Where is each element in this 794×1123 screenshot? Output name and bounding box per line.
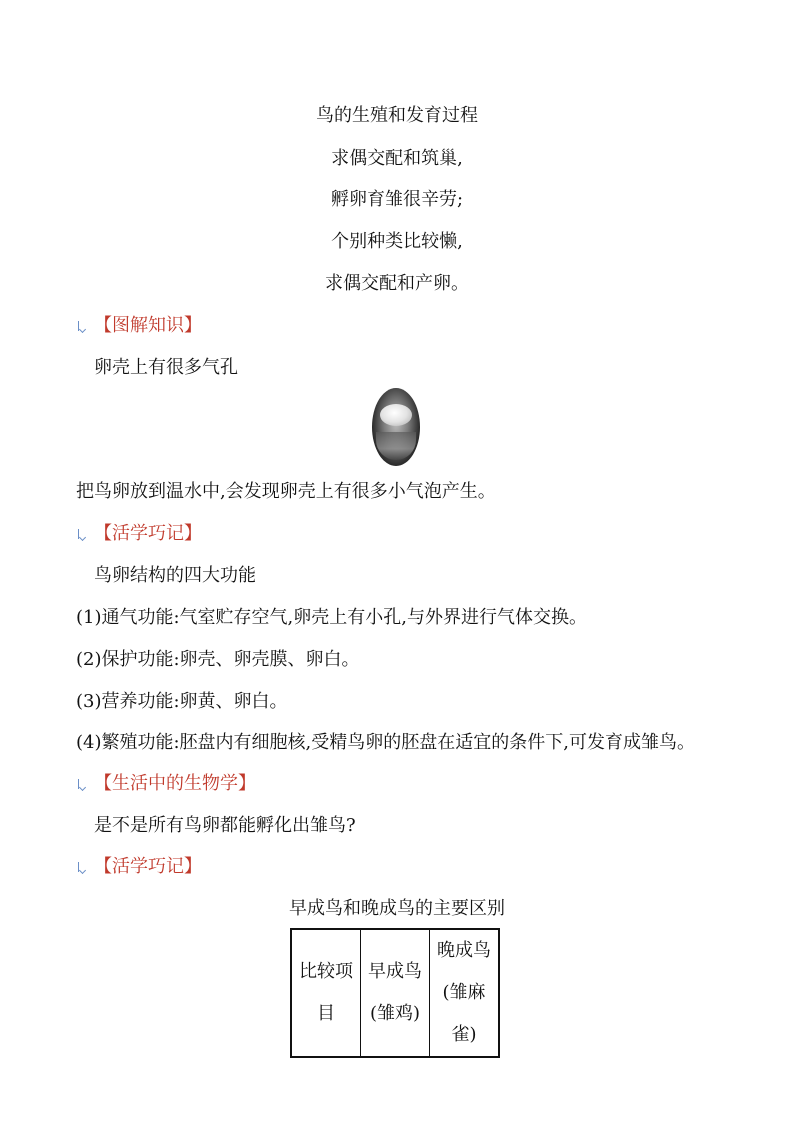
section-heading-text: 【活学巧记】 [94, 523, 202, 544]
function-item-2: (2)保护功能:卵壳、卵壳膜、卵白。 [76, 649, 360, 670]
table-cell-altricial: 晚成鸟 (雏麻雀) [430, 929, 500, 1057]
section-heading-life-biology [76, 772, 256, 796]
poem-line-1: 求偶交配和筑巢, [331, 148, 463, 169]
section-marker-icon [76, 317, 90, 335]
egg-caption: 卵壳上有很多气孔 [94, 357, 238, 378]
section-heading-illustrated [76, 314, 202, 338]
egg-experiment-text: 把鸟卵放到温水中,会发现卵壳上有很多小气泡产生。 [76, 481, 496, 502]
section-heading-text: 【活学巧记】 [94, 856, 202, 877]
function-item-3: (3)营养功能:卵黄、卵白。 [76, 691, 288, 712]
poem-line-2: 孵卵育雏很辛劳; [330, 189, 464, 210]
egg-shape [380, 404, 412, 426]
function-item-1: (1)通气功能:气室贮存空气,卵壳上有小孔,与外界进行气体交换。 [76, 607, 588, 628]
poem-line-3: 个别种类比较懒, [331, 231, 463, 252]
water-glass-shape [376, 432, 416, 460]
table-cell-compare-item: 比较项 目 [291, 929, 361, 1057]
life-question: 是不是所有鸟卵都能孵化出雏鸟? [94, 815, 356, 836]
section-marker-icon [76, 525, 90, 543]
poem-line-4: 求偶交配和产卵。 [325, 273, 469, 294]
table-cell-precocial: 早成鸟 (雏鸡) [361, 929, 430, 1057]
comparison-table [290, 928, 500, 1058]
egg-functions-subtitle: 鸟卵结构的四大功能 [94, 565, 256, 586]
section-heading-text: 【图解知识】 [94, 315, 202, 336]
function-item-4: (4)繁殖功能:胚盘内有细胞核,受精鸟卵的胚盘在适宜的条件下,可发育成雏鸟。 [76, 732, 696, 753]
section-marker-icon [76, 858, 90, 876]
section-heading-mnemonic [76, 522, 202, 546]
table-row [291, 929, 499, 1057]
section-heading-mnemonic-2 [76, 855, 202, 879]
table-title: 早成鸟和晚成鸟的主要区别 [289, 898, 505, 919]
egg-in-water-photo [372, 388, 420, 466]
section-marker-icon [76, 775, 90, 793]
section-heading-text: 【生活中的生物学】 [94, 773, 256, 794]
poem-title: 鸟的生殖和发育过程 [316, 105, 478, 126]
